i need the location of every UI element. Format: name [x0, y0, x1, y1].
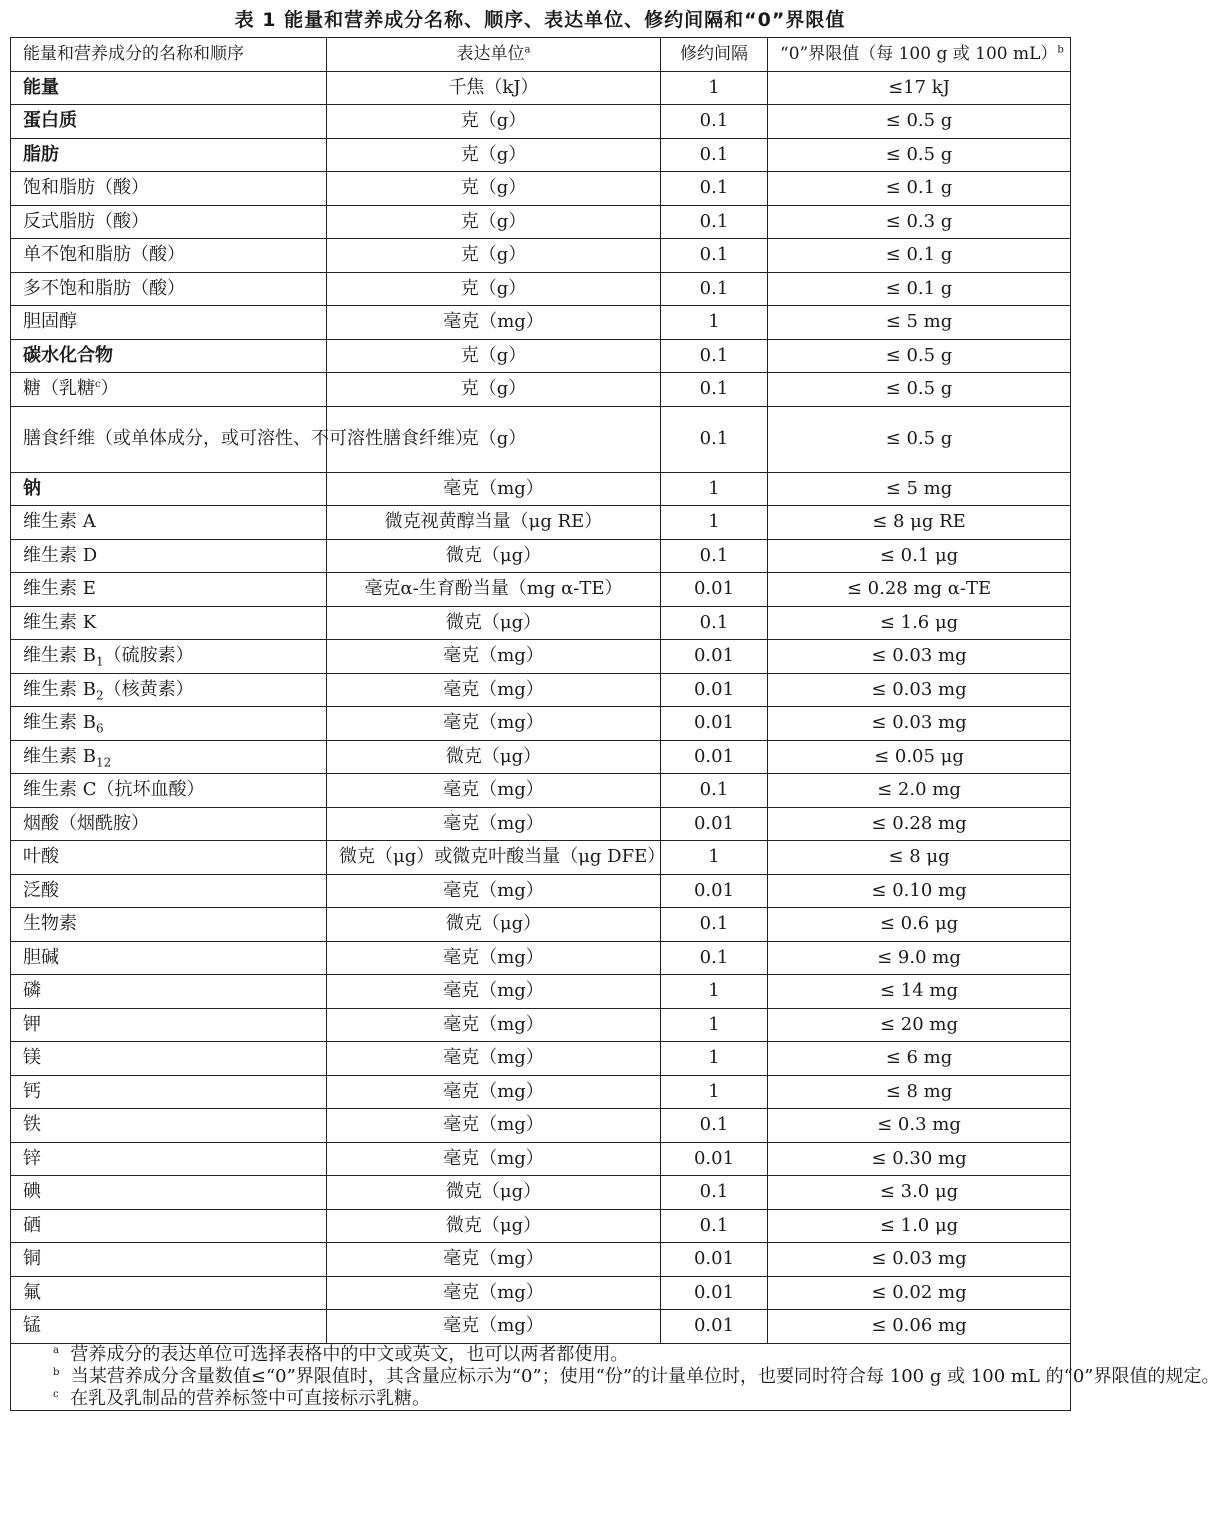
header-row [11, 38, 1071, 72]
interval-cell: 0.1 [661, 105, 768, 139]
table-row [11, 573, 1071, 607]
zero-limit-cell: ≤ 8 μg [768, 841, 1071, 875]
table-row [11, 1142, 1071, 1176]
interval-cell: 0.1 [661, 339, 768, 373]
table-row [11, 1243, 1071, 1277]
notes-row [11, 1343, 1071, 1410]
table-row [11, 774, 1071, 808]
unit-cell: 微克（μg） [327, 740, 661, 774]
table-row [11, 1176, 1071, 1210]
nutrient-name-cell: 维生素 $B_1$（硫胺素） [11, 640, 327, 674]
interval-cell: 0.1 [661, 606, 768, 640]
table-row [11, 1310, 1071, 1344]
table-row [11, 841, 1071, 875]
table-row [11, 1109, 1071, 1143]
unit-cell: 毫克（mg） [327, 472, 661, 506]
header-interval: 修约间隔 [661, 38, 768, 72]
interval-cell: 0.1 [661, 239, 768, 273]
nutrient-name-cell: 反式脂肪（酸） [11, 205, 327, 239]
interval-cell: 1 [661, 1042, 768, 1076]
nutrient-name-cell: 蛋白质 [11, 105, 327, 139]
nutrient-name-cell: 泛酸 [11, 874, 327, 908]
unit-cell: 克（g） [327, 239, 661, 273]
table-row [11, 1008, 1071, 1042]
interval-cell: 0.01 [661, 874, 768, 908]
table-row [11, 373, 1071, 407]
table-row [11, 306, 1071, 340]
unit-cell: 微克（μg） [327, 539, 661, 573]
zero-limit-cell: ≤ 0.10 mg [768, 874, 1071, 908]
unit-cell: 毫克（mg） [327, 975, 661, 1009]
zero-limit-cell: ≤ 0.03 mg [768, 1243, 1071, 1277]
interval-cell: 0.01 [661, 673, 768, 707]
table-row [11, 707, 1071, 741]
table-row [11, 506, 1071, 540]
unit-cell: 微克（μg） [327, 1176, 661, 1210]
table-row [11, 239, 1071, 273]
unit-cell: 克（g） [327, 138, 661, 172]
zero-limit-cell: ≤ 1.0 μg [768, 1209, 1071, 1243]
unit-cell: 毫克（mg） [327, 1276, 661, 1310]
zero-limit-cell: ≤ 0.28 mg [768, 807, 1071, 841]
unit-cell: 毫克（mg） [327, 1142, 661, 1176]
interval-cell: 0.01 [661, 640, 768, 674]
nutrient-name-cell: 钙 [11, 1075, 327, 1109]
zero-limit-cell: ≤ 8 μg RE [768, 506, 1071, 540]
interval-cell: 0.1 [661, 205, 768, 239]
interval-cell: 1 [661, 71, 768, 105]
nutrient-name-cell: 胆碱 [11, 941, 327, 975]
unit-cell: 克（g） [327, 172, 661, 206]
unit-cell: 克（g） [327, 105, 661, 139]
nutrient-name-cell: 膳食纤维（或单体成分，或可溶性、不可溶性膳食纤维） [11, 406, 327, 472]
zero-limit-cell: ≤ 5 mg [768, 306, 1071, 340]
unit-cell: 毫克（mg） [327, 941, 661, 975]
zero-limit-cell: ≤ 0.3 g [768, 205, 1071, 239]
unit-cell: 毫克（mg） [327, 1109, 661, 1143]
nutrient-name-cell: 胆固醇 [11, 306, 327, 340]
table-row [11, 975, 1071, 1009]
interval-cell: 0.1 [661, 774, 768, 808]
zero-limit-cell: ≤ 0.5 g [768, 406, 1071, 472]
zero-limit-cell: ≤ 5 mg [768, 472, 1071, 506]
unit-cell: 微克（μg） [327, 1209, 661, 1243]
unit-cell: 千焦（kJ） [327, 71, 661, 105]
header-zero-limit: “0”界限值（每 100 g 或 100 mL）$^b$ [768, 38, 1071, 72]
table-row [11, 539, 1071, 573]
nutrient-name-cell: 碘 [11, 1176, 327, 1210]
nutrition-table [10, 37, 1220, 1411]
table-row [11, 908, 1071, 942]
nutrient-name-cell: 脂肪 [11, 138, 327, 172]
table-row [11, 1276, 1071, 1310]
nutrient-name-cell: 维生素 $B_{12}$ [11, 740, 327, 774]
table-row [11, 205, 1071, 239]
interval-cell: 1 [661, 1075, 768, 1109]
zero-limit-cell: ≤ 0.30 mg [768, 1142, 1071, 1176]
unit-cell: 克（g） [327, 406, 661, 472]
nutrient-name-cell: 维生素 $B_6$ [11, 707, 327, 741]
interval-cell: 0.1 [661, 539, 768, 573]
table-row [11, 673, 1071, 707]
interval-cell: 0.1 [661, 1109, 768, 1143]
table-row [11, 606, 1071, 640]
zero-limit-cell: ≤ 8 mg [768, 1075, 1071, 1109]
table-row [11, 71, 1071, 105]
zero-limit-cell: ≤ 0.3 mg [768, 1109, 1071, 1143]
nutrient-name-cell: 单不饱和脂肪（酸） [11, 239, 327, 273]
nutrient-name-cell: 维生素 A [11, 506, 327, 540]
table-row [11, 1075, 1071, 1109]
nutrient-name-cell: 钠 [11, 472, 327, 506]
table-row [11, 172, 1071, 206]
interval-cell: 0.1 [661, 272, 768, 306]
zero-limit-cell: ≤ 6 mg [768, 1042, 1071, 1076]
unit-cell: 微克（μg） [327, 606, 661, 640]
unit-cell: 微克（μg） [327, 908, 661, 942]
table-row [11, 1042, 1071, 1076]
nutrient-name-cell: 饱和脂肪（酸） [11, 172, 327, 206]
table-row [11, 138, 1071, 172]
zero-limit-cell: ≤ 1.6 μg [768, 606, 1071, 640]
unit-cell: 毫克（mg） [327, 707, 661, 741]
table-row [11, 807, 1071, 841]
unit-cell: 毫克α-生育酚当量（mg α-TE） [327, 573, 661, 607]
table-row [11, 740, 1071, 774]
unit-cell: 毫克（mg） [327, 1008, 661, 1042]
nutrient-name-cell: 能量 [11, 71, 327, 105]
table-notes [11, 1343, 1220, 1410]
interval-cell: 0.1 [661, 941, 768, 975]
zero-limit-cell: ≤17 kJ [768, 71, 1071, 105]
table-row [11, 105, 1071, 139]
interval-cell: 1 [661, 841, 768, 875]
unit-cell: 毫克（mg） [327, 774, 661, 808]
zero-limit-cell: ≤ 0.5 g [768, 373, 1071, 407]
nutrient-name-cell: 维生素 $B_2$（核黄素） [11, 673, 327, 707]
unit-cell: 毫克（mg） [327, 807, 661, 841]
zero-limit-cell: ≤ 0.28 mg α-TE [768, 573, 1071, 607]
interval-cell: 0.01 [661, 740, 768, 774]
nutrient-name-cell: 锌 [11, 1142, 327, 1176]
nutrient-name-cell: 锰 [11, 1310, 327, 1344]
unit-cell: 毫克（mg） [327, 1310, 661, 1344]
unit-cell: 毫克（mg） [327, 1042, 661, 1076]
zero-limit-cell: ≤ 0.05 μg [768, 740, 1071, 774]
nutrient-name-cell: 碳水化合物 [11, 339, 327, 373]
nutrient-name-cell: 生物素 [11, 908, 327, 942]
nutrient-name-cell: 铁 [11, 1109, 327, 1143]
zero-limit-cell: ≤ 0.5 g [768, 339, 1071, 373]
unit-cell: 克（g） [327, 373, 661, 407]
zero-limit-cell: ≤ 20 mg [768, 1008, 1071, 1042]
nutrient-name-cell: 多不饱和脂肪（酸） [11, 272, 327, 306]
interval-cell: 0.1 [661, 406, 768, 472]
unit-cell: 克（g） [327, 339, 661, 373]
table-title: 表 1 能量和营养成分名称、顺序、表达单位、修约间隔和“0”界限值 [234, 9, 846, 31]
interval-cell: 0.01 [661, 707, 768, 741]
interval-cell: 0.1 [661, 172, 768, 206]
zero-limit-cell: ≤ 0.03 mg [768, 707, 1071, 741]
unit-cell: 克（g） [327, 272, 661, 306]
zero-limit-cell: ≤ 0.03 mg [768, 673, 1071, 707]
zero-limit-cell: ≤ 0.1 g [768, 272, 1071, 306]
interval-cell: 0.1 [661, 1209, 768, 1243]
nutrient-name-cell: 钾 [11, 1008, 327, 1042]
unit-cell: 毫克（mg） [327, 1075, 661, 1109]
nutrient-name-cell: 烟酸（烟酰胺） [11, 807, 327, 841]
nutrient-name-cell: 维生素 D [11, 539, 327, 573]
unit-cell: 毫克（mg） [327, 1243, 661, 1277]
nutrient-name-cell: 硒 [11, 1209, 327, 1243]
header-name: 能量和营养成分的名称和顺序 [11, 38, 327, 72]
table-row [11, 1209, 1071, 1243]
unit-cell: 微克（μg）或微克叶酸当量（μg DFE） [327, 841, 661, 875]
interval-cell: 1 [661, 975, 768, 1009]
zero-limit-cell: ≤ 0.1 μg [768, 539, 1071, 573]
interval-cell: 0.01 [661, 1310, 768, 1344]
interval-cell: 0.01 [661, 573, 768, 607]
nutrient-name-cell: 糖（乳糖$^c$） [11, 373, 327, 407]
zero-limit-cell: ≤ 0.1 g [768, 239, 1071, 273]
unit-cell: 毫克（mg） [327, 640, 661, 674]
interval-cell: 1 [661, 506, 768, 540]
table-row [11, 874, 1071, 908]
table-row [11, 472, 1071, 506]
note-a: $^a$ 营养成分的表达单位可选择表格中的中文或英文，也可以两者都使用。 [53, 1343, 629, 1365]
interval-cell: 0.1 [661, 138, 768, 172]
nutrient-name-cell: 维生素 K [11, 606, 327, 640]
zero-limit-cell: ≤ 0.5 g [768, 138, 1071, 172]
note-c: $^c$ 在乳及乳制品的营养标签中可直接标示乳糖。 [53, 1387, 431, 1409]
interval-cell: 0.01 [661, 1142, 768, 1176]
interval-cell: 1 [661, 472, 768, 506]
zero-limit-cell: ≤ 2.0 mg [768, 774, 1071, 808]
zero-limit-cell: ≤ 0.06 mg [768, 1310, 1071, 1344]
table-row [11, 339, 1071, 373]
interval-cell: 0.01 [661, 1276, 768, 1310]
nutrient-name-cell: 氟 [11, 1276, 327, 1310]
interval-cell: 0.01 [661, 1243, 768, 1277]
zero-limit-cell: ≤ 9.0 mg [768, 941, 1071, 975]
unit-cell: 克（g） [327, 205, 661, 239]
table-row [11, 640, 1071, 674]
zero-limit-cell: ≤ 0.6 μg [768, 908, 1071, 942]
interval-cell: 0.1 [661, 908, 768, 942]
interval-cell: 0.1 [661, 1176, 768, 1210]
interval-cell: 1 [661, 306, 768, 340]
nutrient-name-cell: 磷 [11, 975, 327, 1009]
zero-limit-cell: ≤ 0.03 mg [768, 640, 1071, 674]
interval-cell: 1 [661, 1008, 768, 1042]
interval-cell: 0.1 [661, 373, 768, 407]
unit-cell: 毫克（mg） [327, 874, 661, 908]
zero-limit-cell: ≤ 3.0 μg [768, 1176, 1071, 1210]
zero-limit-cell: ≤ 14 mg [768, 975, 1071, 1009]
zero-limit-cell: ≤ 0.5 g [768, 105, 1071, 139]
zero-limit-cell: ≤ 0.1 g [768, 172, 1071, 206]
zero-limit-cell: ≤ 0.02 mg [768, 1276, 1071, 1310]
nutrient-name-cell: 维生素 E [11, 573, 327, 607]
header-unit: 表达单位$^a$ [327, 38, 661, 72]
note-b: $^b$ 当某营养成分含量数值≤“0”界限值时，其含量应标示为“0”；使用“份”的计量单位时，也要同时符合每 100 g 或 100 mL 的“0”界限值的规定。 [53, 1365, 1220, 1387]
nutrient-name-cell: 叶酸 [11, 841, 327, 875]
interval-cell: 0.01 [661, 807, 768, 841]
nutrient-name-cell: 维生素 C（抗坏血酸） [11, 774, 327, 808]
unit-cell: 微克视黄醇当量（μg RE） [327, 506, 661, 540]
unit-cell: 毫克（mg） [327, 673, 661, 707]
table-row [11, 406, 1071, 472]
unit-cell: 毫克（mg） [327, 306, 661, 340]
table-row [11, 941, 1071, 975]
table-row [11, 272, 1071, 306]
nutrient-name-cell: 镁 [11, 1042, 327, 1076]
nutrient-name-cell: 铜 [11, 1243, 327, 1277]
